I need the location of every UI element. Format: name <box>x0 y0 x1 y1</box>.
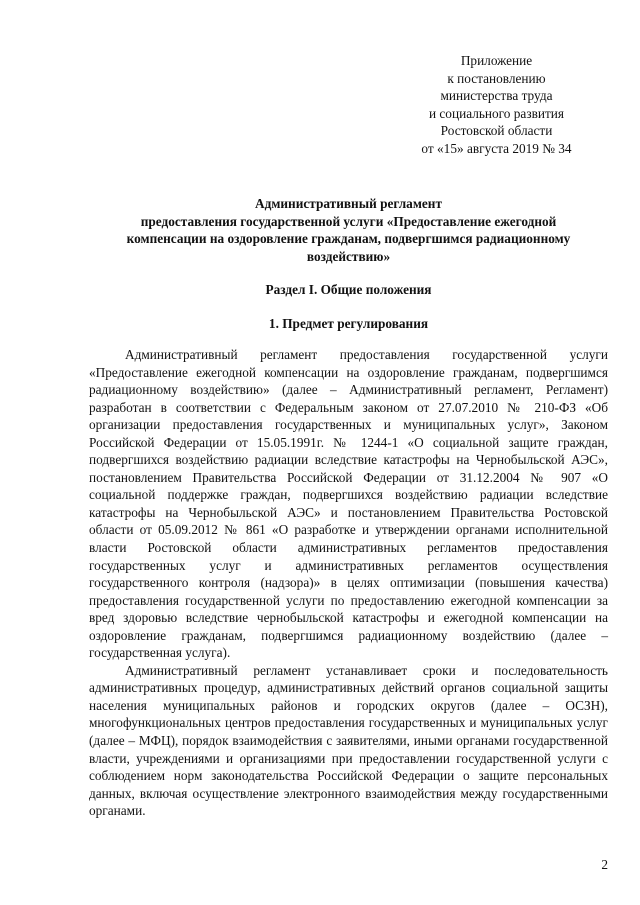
appendix-line: и социального развития <box>428 105 565 121</box>
subsection-heading: 1. Предмет регулирования <box>268 315 429 331</box>
page-number: 2 <box>601 857 608 872</box>
appendix-line: к постановлению <box>447 70 546 86</box>
paragraph: Административный регламент устанавливает сроки и последовательность административных процедур, административных действий органов социальной защиты населения муниципальных районов и городских округов (далее – ОСЗН), многофункциональных центров предоставления государственных и муниципальных услуг (далее – МФЦ), порядок взаимодействия с заявителями, иными органами государственной власти, учреждениями и организациями при предоставлении государственной услуги с соблюдением норм законодательства Российской Федерации о защите персональных данных, включая осуществление электронного взаимодействия между государственными органами. <box>89 662 608 819</box>
title-line: воздействию» <box>306 248 391 264</box>
appendix-line: Приложение <box>460 53 533 68</box>
title-line: Административный регламент <box>255 196 442 211</box>
appendix-line: Ростовской области <box>440 123 553 138</box>
paragraph: Административный регламент предоставления государственной услуги «Предоставление ежегодной компенсации на оздоровление гражданам, подвергшимся радиационному воздействию» (далее – Административный регламент, Регламент) разработан в соответствии с Федеральным законом от 27.07.2010 № 210-ФЗ «Об организации предоставления государственных и муниципальных услуг», Законом Российской Федерации от 15.05.1991г. № 1244-1 «О социальной защите граждан, подвергшихся воздействию радиации вследствие катастрофы на Чернобыльской АЭС», постановлением Правительства Российской Федерации от 31.12.2004 № 907 «О социальной поддержке граждан, подвергшихся воздействию радиации вследствие катастрофы на Чернобыльской АЭС» и постановлением Правительства Ростовской области от 05.09.2012 № 861 «О разработке и утверждении органами исполнительной власти Ростовской области административных регламентов предоставления государственных услуг и административных регламентов осуществления государственного контроля (надзора)» в целях оптимизации (повышения качества) предоставления государственной услуги по предоставлению ежегодной компенсации за вред здоровью вследствие чернобыльской катастрофы и ежегодной компенсации на оздоровление гражданам, подвергшимся радиационному воздействию (далее – государственная услуга). <box>89 347 608 661</box>
title-line: предоставления государственной услуги «Предоставление ежегодной <box>140 213 557 229</box>
title-line: компенсации на оздоровление гражданам, подвергшимся радиационному <box>126 231 571 246</box>
appendix-line: министерства труда <box>440 88 553 103</box>
document-title <box>89 195 608 265</box>
appendix-line: от «15» августа 2019 № 34 <box>421 140 572 156</box>
section-heading: Раздел I. Общие положения <box>265 282 432 297</box>
appendix-header <box>394 52 599 157</box>
body-text <box>89 346 608 820</box>
